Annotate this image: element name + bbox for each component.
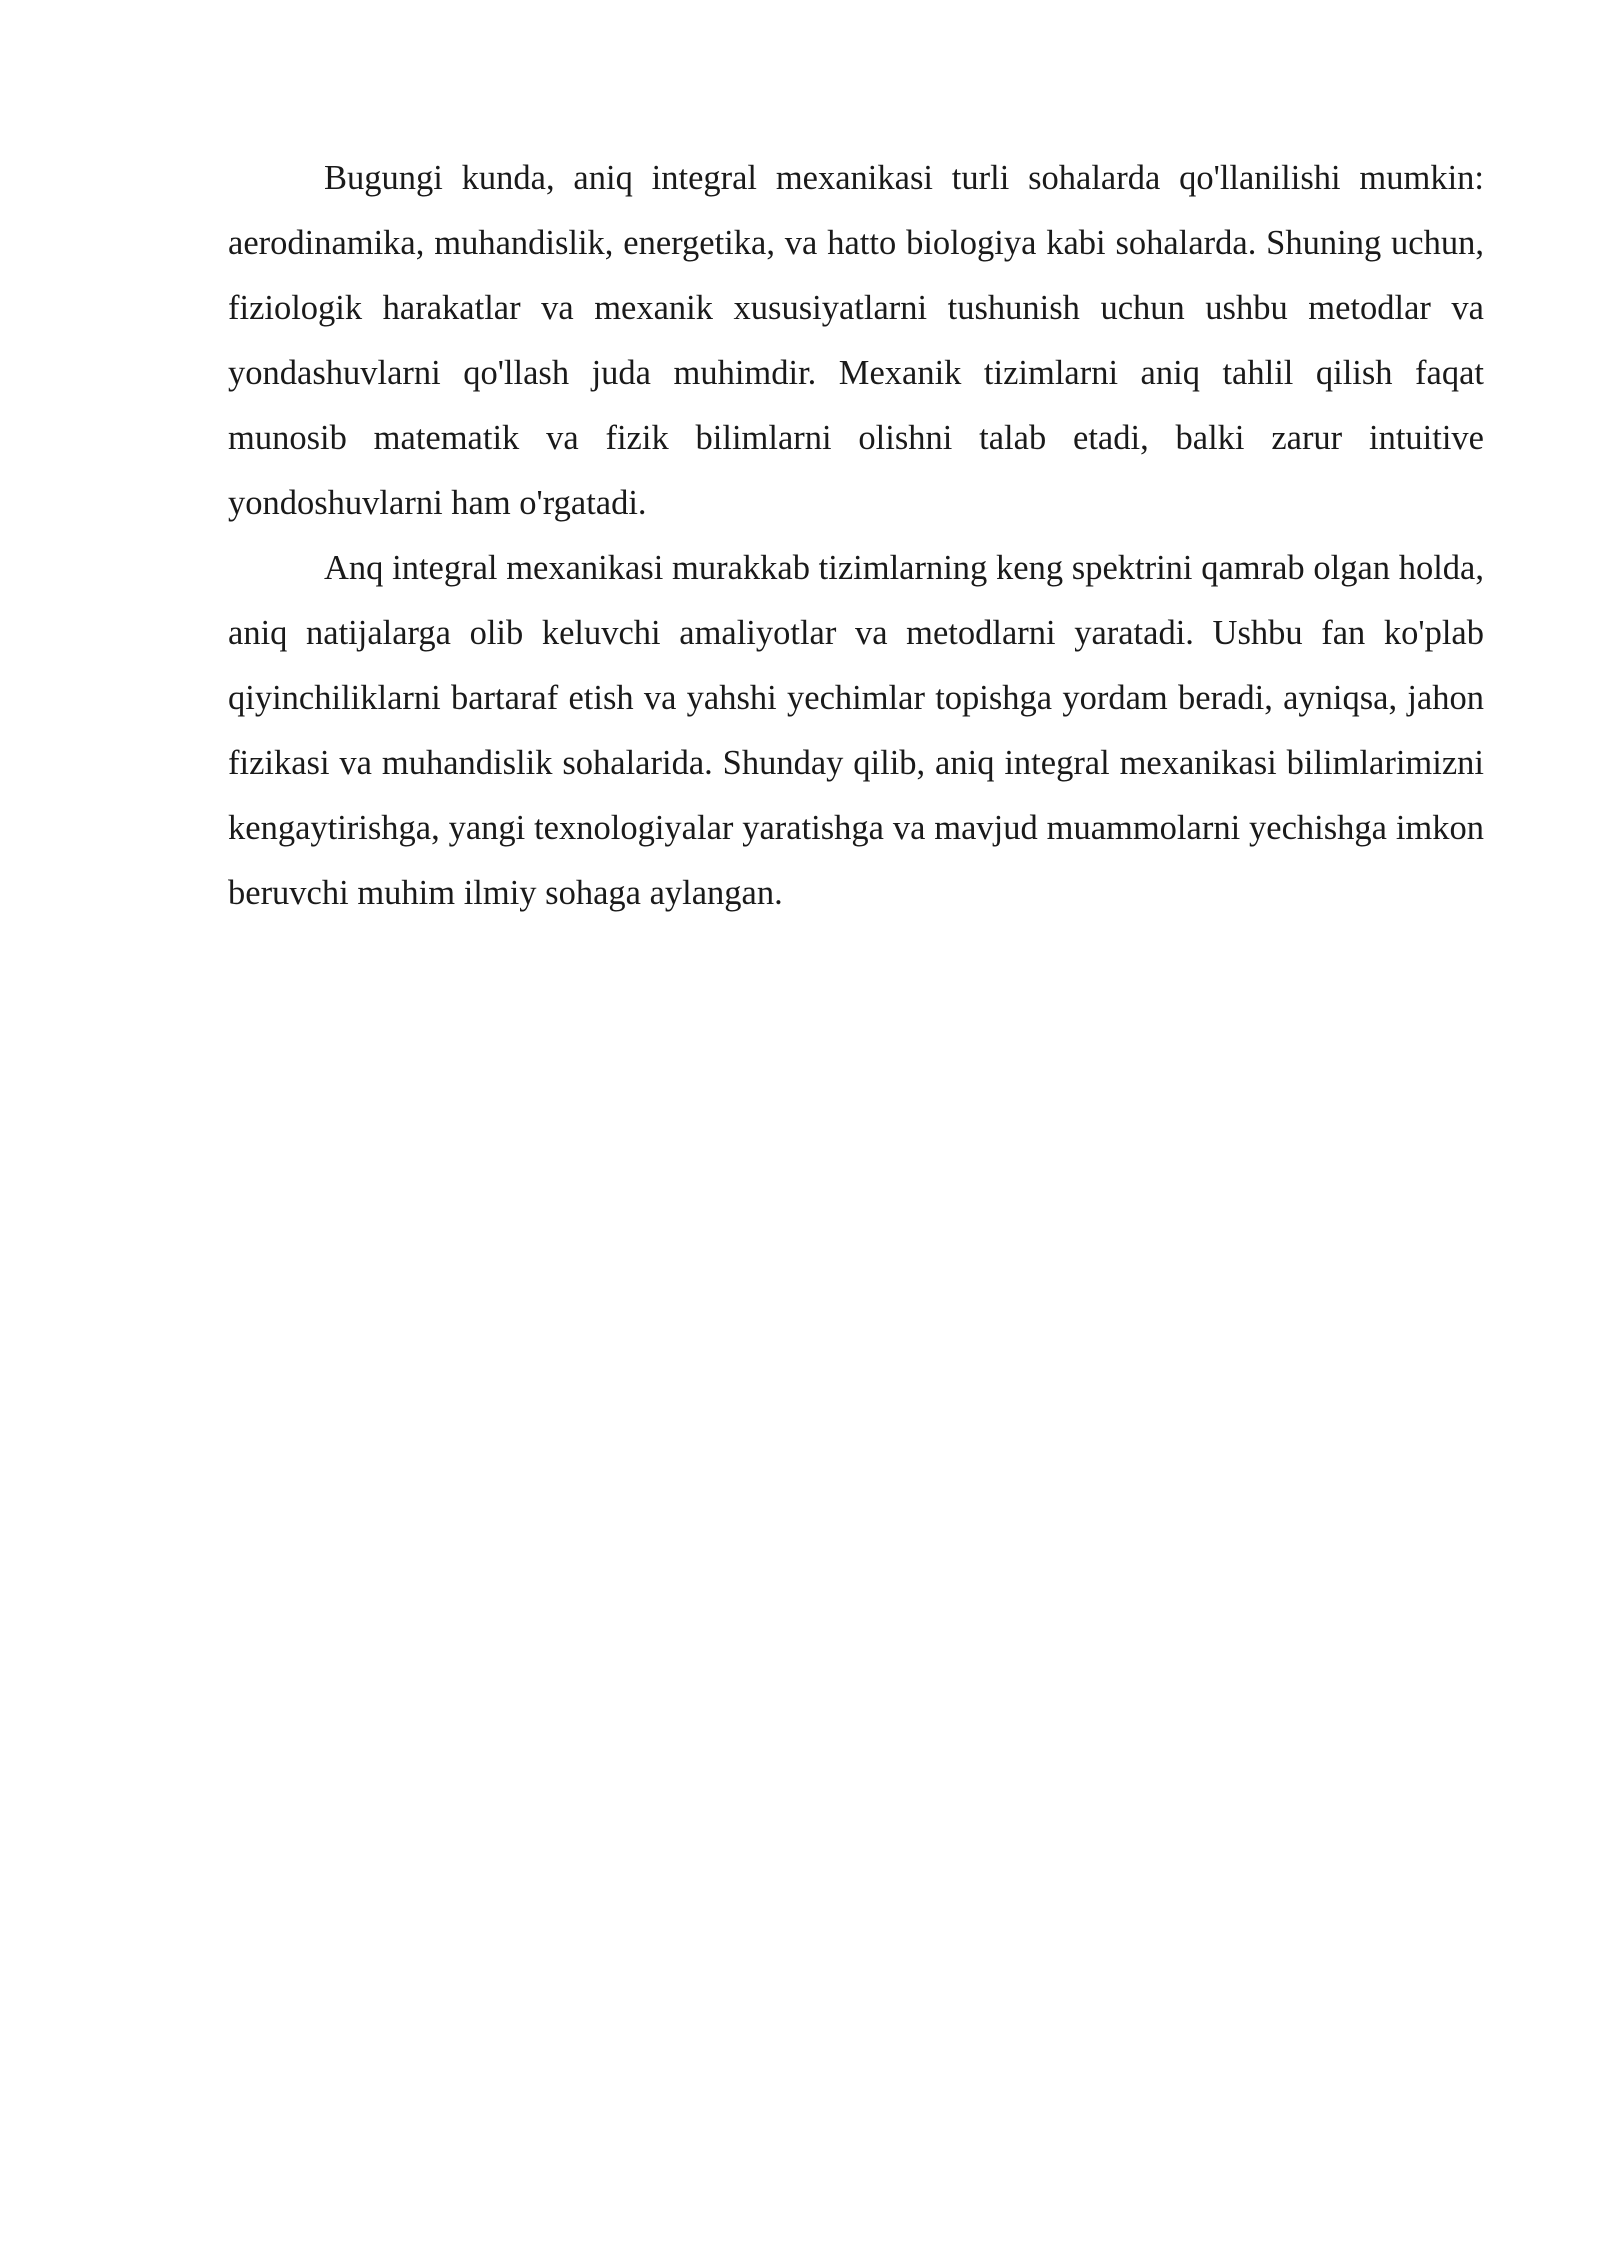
paragraph-1: Bugungi kunda, aniq integral mexanikasi turli sohalarda qo'llanilishi mumkin: aerodinamika, muhandislik, energetika, va hatto biologiya kabi sohalarda. Shuning uchun, fiziologik harakatlar va mexanik xususiyatlarni tushunish uchun ushbu metodlar va yondashuvlarni qo'llash juda muhimdir. Mexanik tizimlarni aniq tahlil qilish faqat munosib matematik va fizik bilimlarni olishni talab etadi, balki zarur intuitive yondoshuvlarni ham o'rgatadi.: [228, 159, 1484, 522]
paragraph-2: Anq integral mexanikasi murakkab tizimlarning keng spektrini qamrab olgan holda, aniq natijalarga olib keluvchi amaliyotlar va metodlarni yaratadi. Ushbu fan ko'plab qiyinchiliklarni bartaraf etish va yahshi yechimlar topishga yordam beradi, ayniqsa, jahon fizikasi va muhandislik sohalarida. Shunday qilib, aniq integral mexanikasi bilimlarimizni kengaytirishga, yangi texnologiyalar yaratishga va mavjud muammolarni yechishga imkon beruvchi muhim ilmiy sohaga aylangan.: [228, 549, 1484, 912]
document-body: [228, 146, 1484, 926]
